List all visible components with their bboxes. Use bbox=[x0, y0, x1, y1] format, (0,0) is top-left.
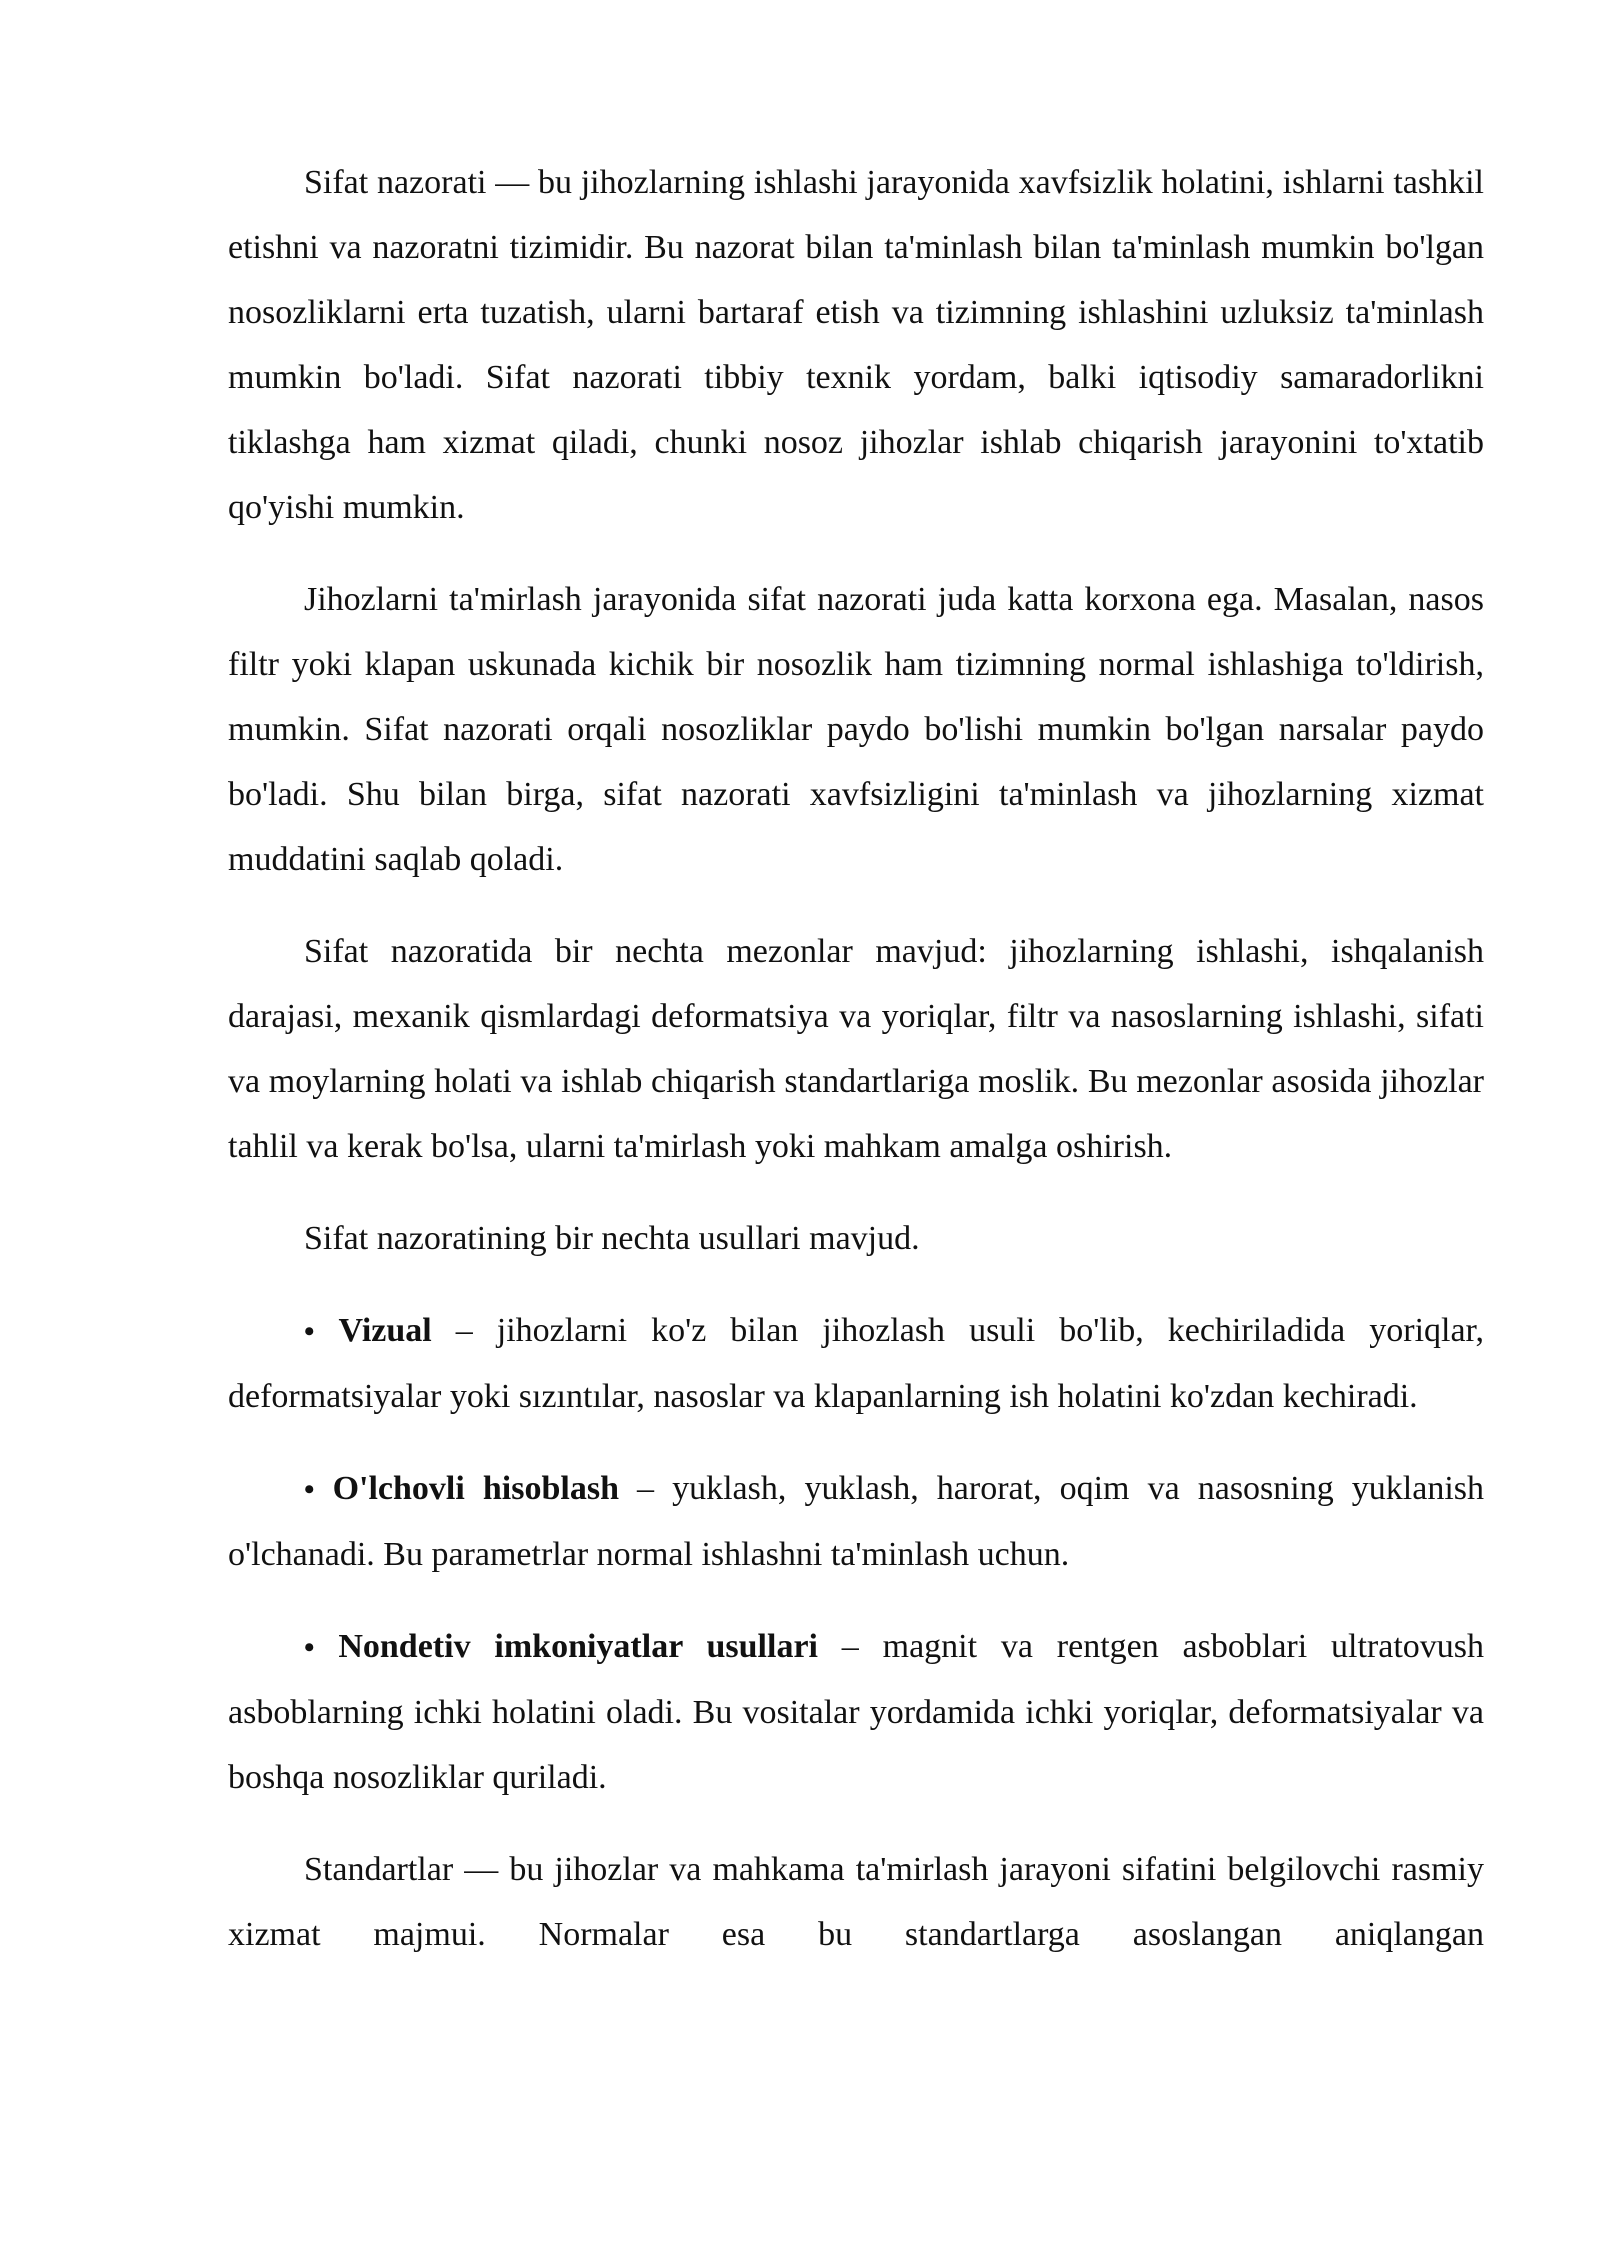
paragraph-methods-intro: Sifat nazoratining bir nechta usullari mavjud. bbox=[304, 1220, 920, 1257]
bullet-icon: • bbox=[304, 1473, 315, 1506]
bullet-item-visual bbox=[228, 1298, 1484, 1429]
bullet-text: – yuklash, yuklash, harorat, oqim va nasosning yuklanish o'lchanadi. Bu parametrlar normal ishlashni ta'minlash uchun. bbox=[228, 1470, 1485, 1573]
paragraph-standards: Standartlar — bu jihozlar va mahkama ta'mirlash jarayoni sifatini belgilovchi rasmiy xizmat majmui. Normalar esa bu standartlarga asoslangan aniqlangan bbox=[228, 1851, 1484, 1953]
bullet-item-measurement bbox=[228, 1456, 1484, 1587]
paragraph-quality-criteria: Sifat nazoratida bir nechta mezonlar mavjud: jihozlarning ishlashi, ishqalanish darajasi, mexanik qismlardagi deformatsiya va yoriqlar, filtr va nasoslarning ishlashi, sifati va moylarning holati va ishlab chiqarish standartlariga moslik. Bu mezonlar asosida jihozlar tahlil va kerak bo'lsa, ularni ta'mirlash yoki mahkam amalga oshirish. bbox=[228, 933, 1484, 1165]
paragraph-quality-control-definition: Sifat nazorati — bu jihozlarning ishlashi jarayonida xavfsizlik holatini, ishlarni tashkil etishni va nazoratni tizimidir. Bu nazorat bilan ta'minlash bilan ta'minlash mumkin bo'lgan nosozliklarni erta tuzatish, ularni bartaraf etish va tizimning ishlashini uzluksiz ta'minlash mumkin bo'ladi. Sifat nazorati tibbiy texnik yordam, balki iqtisodiy samaradorlikni tiklashga ham xizmat qiladi, chunki nosoz jihozlar ishlab chiqarish jarayonini to'xtatib qo'yishi mumkin. bbox=[228, 164, 1484, 526]
bullet-icon: • bbox=[304, 1631, 315, 1664]
bullet-term: O'lchovli hisoblash bbox=[332, 1470, 619, 1507]
bullet-text: – jihozlarni ko'z bilan jihozlash usuli bo'lib, kechiriladida yoriqlar, deformatsiyalar yoki sızıntılar, nasoslar va klapanlarning ish holatini ko'zdan kechiradi. bbox=[228, 1312, 1485, 1415]
bullet-icon: • bbox=[304, 1315, 315, 1348]
bullet-item-nondestructive bbox=[228, 1614, 1484, 1810]
bullet-term: Vizual bbox=[338, 1312, 432, 1349]
bullet-term: Nondetiv imkoniyatlar usullari bbox=[338, 1628, 818, 1665]
paragraph-repair-quality-importance: Jihozlarni ta'mirlash jarayonida sifat nazorati juda katta korxona ega. Masalan, nasos filtr yoki klapan uskunada kichik bir nosozlik ham tizimning normal ishlashiga to'ldirish, mumkin. Sifat nazorati orqali nosozliklar paydo bo'lishi mumkin bo'lgan narsalar paydo bo'ladi. Shu bilan birga, sifat nazorati xavfsizligini ta'minlash va jihozlarning xizmat muddatini saqlab qoladi. bbox=[228, 581, 1484, 878]
document-body bbox=[228, 150, 1484, 1994]
bullet-text: – magnit va rentgen asboblari ultratovush asboblarning ichki holatini oladi. Bu vositalar yordamida ichki yoriqlar, deformatsiyalar va boshqa nosozliklar quriladi. bbox=[228, 1628, 1484, 1796]
